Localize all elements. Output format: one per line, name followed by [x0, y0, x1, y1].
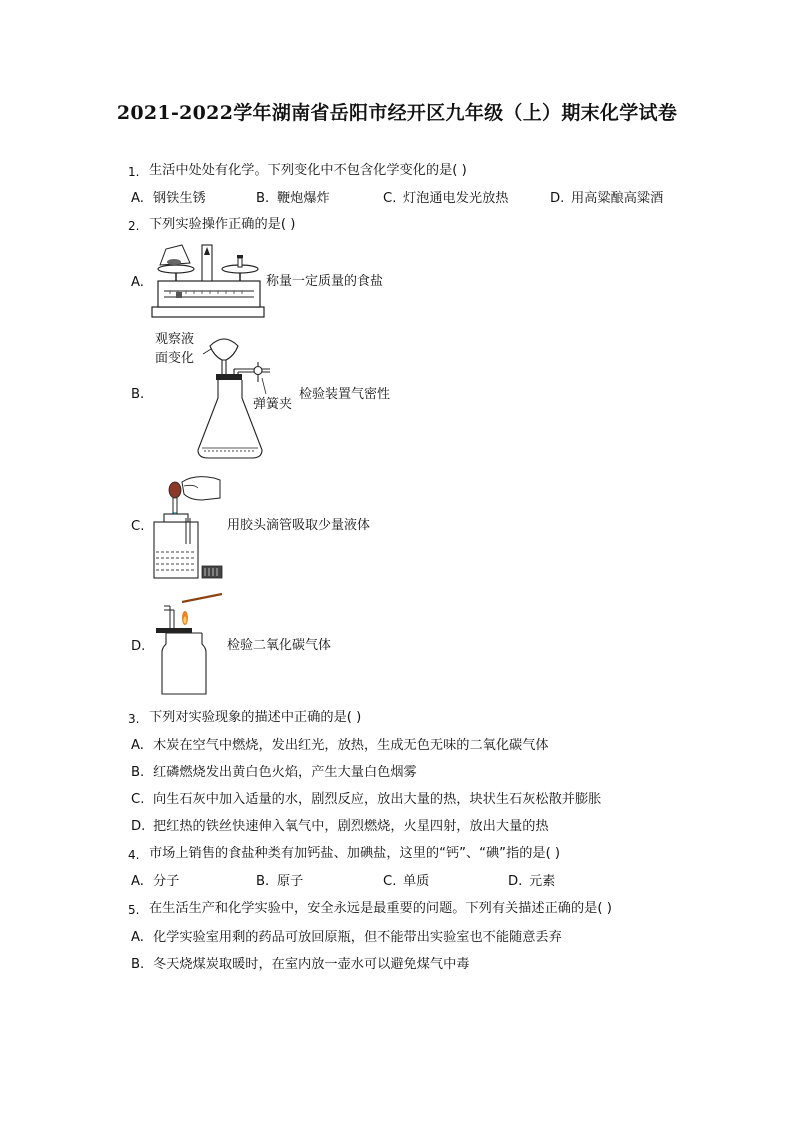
q2-option-a-label: A.	[131, 275, 144, 290]
q5-option-b-label: B.	[131, 957, 145, 972]
q1-option-d-text: 用高粱酿高粱酒	[571, 191, 664, 206]
co2-test-figure	[154, 592, 226, 698]
question-3-stem: 下列对实验现象的描述中正确的是( )	[149, 710, 362, 725]
q2-option-d-text: 检验二氧化碳气体	[227, 638, 332, 653]
question-2-stem: 下列实验操作正确的是( )	[149, 217, 296, 232]
q1-option-a-text: 钢铁生锈	[153, 191, 206, 206]
q3-option-d-label: D.	[131, 819, 146, 834]
q2-option-c-label: C.	[131, 519, 145, 534]
q2-option-b-text: 检验装置气密性	[299, 387, 391, 402]
q2-option-b-label: B.	[131, 387, 145, 402]
q5-option-b-text: 冬天烧煤炭取暖时，在室内放一壶水可以避免煤气中毒	[153, 957, 470, 972]
q3-option-a-label: A.	[131, 738, 144, 753]
q3-option-b-label: B.	[131, 765, 145, 780]
q2-option-d-label: D.	[131, 639, 146, 654]
q4-option-d-text: 元素	[529, 874, 556, 889]
question-4-number: 4.	[128, 848, 140, 862]
q3-option-c-label: C.	[131, 792, 145, 807]
q2-option-a-text: 称量一定质量的食盐	[266, 274, 384, 289]
q3-option-d-text: 把红热的铁丝快速伸入氧气中，剧烈燃烧，火星四射，放出大量的热	[153, 819, 549, 834]
q4-option-a-label: A.	[131, 874, 144, 889]
question-1-stem: 生活中处处有化学。下列变化中不包含化学变化的是( )	[149, 163, 467, 178]
q3-option-b-text: 红磷燃烧发出黄白色火焰，产生大量白色烟雾	[153, 765, 417, 780]
q2b-callout-clamp: 弹簧夹	[253, 397, 293, 412]
q1-option-a-label: A.	[131, 191, 144, 206]
q1-option-c-text: 灯泡通电发光放热	[403, 191, 509, 206]
q1-option-b-text: 鞭炮爆炸	[277, 191, 330, 206]
q1-option-c-label: C.	[383, 191, 397, 206]
q4-option-a-text: 分子	[153, 874, 180, 889]
q3-option-c-text: 向生石灰中加入适量的水，剧烈反应，放出大量的热，块状生石灰松散并膨胀	[153, 792, 602, 807]
question-5-stem: 在生活生产和化学实验中，安全永远是最重要的问题。下列有关描述正确的是( )	[149, 901, 612, 916]
question-2-number: 2.	[128, 219, 140, 233]
q3-option-a-text: 木炭在空气中燃烧，发出红光，放热，生成无色无味的二氧化碳气体	[153, 738, 549, 753]
q2-option-c-text: 用胶头滴管吸取少量液体	[227, 518, 371, 533]
q4-option-c-text: 单质	[403, 874, 430, 889]
q4-option-b-label: B.	[256, 874, 270, 889]
q4-option-b-text: 原子	[277, 874, 304, 889]
dropper-figure	[150, 472, 228, 584]
q1-option-d-label: D.	[550, 191, 565, 206]
q2b-callout-observe-1: 观察液	[155, 332, 195, 347]
question-3-number: 3.	[128, 712, 140, 726]
document-title: 2021-2022学年湖南省岳阳市经开区九年级（上）期末化学试卷	[116, 102, 678, 124]
q5-option-a-label: A.	[131, 930, 144, 945]
question-5-number: 5.	[128, 903, 140, 917]
q1-option-b-label: B.	[256, 191, 270, 206]
balance-figure	[148, 241, 266, 321]
q2b-callout-observe-2: 面变化	[155, 351, 195, 366]
q5-option-a-text: 化学实验室用剩的药品可放回原瓶，但不能带出实验室也不能随意丢弃	[153, 930, 562, 945]
question-4-stem: 市场上销售的食盐种类有加钙盐、加碘盐，这里的“钙”、“碘”指的是( )	[149, 846, 561, 861]
q4-option-c-label: C.	[383, 874, 397, 889]
question-1-number: 1.	[128, 165, 140, 179]
q4-option-d-label: D.	[508, 874, 523, 889]
